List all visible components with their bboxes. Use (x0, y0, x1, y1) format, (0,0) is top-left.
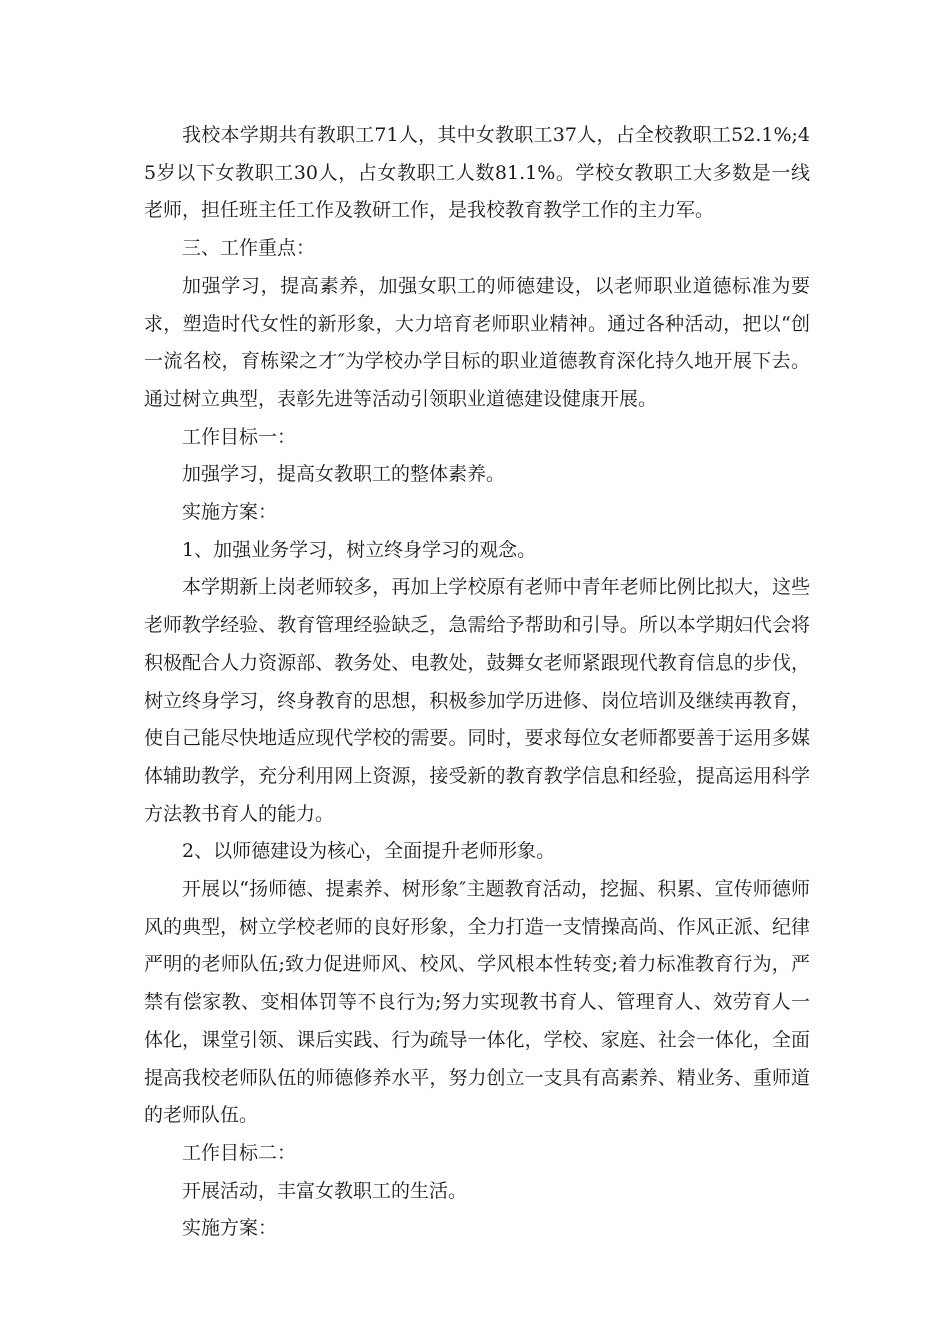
heading-item-one: 1、加强业务学习，树立终身学习的观念。 (182, 538, 537, 561)
heading-item-two: 2、以师德建设为核心，全面提升老师形象。 (182, 840, 556, 863)
document-body (144, 117, 810, 1248)
heading-work-focus: 三、工作重点： (182, 237, 316, 260)
heading-goal-two: 工作目标二： (182, 1141, 297, 1164)
paragraph-work-focus: 加强学习，提高素养，加强女职工的师德建设，以老师职业道德标准为要求，塑造时代女性的新形象，大力培育老师职业精神。通过各种活动，把以“创一流名校，育栋梁之才″为学校办学目标的职业道德教育深化持久地开展下去。通过树立典型，表彰先进等活动引领职业道德建设健康开展。 (144, 274, 810, 410)
heading-implementation-one: 实施方案： (182, 501, 278, 524)
paragraph-item-one: 本学期新上岗老师较多，再加上学校原有老师中青年老师比例比拟大，这些老师教学经验、教育管理经验缺乏，急需给予帮助和引导。所以本学期妇代会将积极配合人力资源部、教务处、电教处，鼓舞女老师紧跟现代教育信息的步伐，树立终身学习，终身教育的思想，积极参加学历进修、岗位培训及继续再教育，使自己能尽快地适应现代学校的需要。同时，要求每位女老师都要善于运用多媒体辅助教学，充分利用网上资源，接受新的教育教学信息和经验，提高运用科学方法教书育人的能力。 (144, 576, 810, 825)
paragraph-staff-statistics: 我校本学期共有教职工71人，其中女教职工37人，占全校教职工52.1%;45岁以下女教职工30人，占女教职工人数81.1%。学校女教职工大多数是一线老师，担任班主任工作及教研工作，是我校教育教学工作的主力军。 (144, 124, 810, 222)
paragraph-item-two: 开展以“扬师德、提素养、树形象″主题教育活动，挖掘、积累、宣传师德师风的典型，树立学校老师的良好形象，全力打造一支情操高尚、作风正派、纪律严明的老师队伍;致力促进师风、校风、学风根本性转变;着力标准教育行为，严禁有偿家教、变相体罚等不良行为;努力实现教书育人、管理育人、效劳育人一体化，课堂引领、课后实践、行为疏导一体化，学校、家庭、社会一体化，全面提高我校老师队伍的师德修养水平，努力创立一支具有高素养、精业务、重师道的老师队伍。 (144, 878, 810, 1127)
heading-implementation-two: 实施方案： (182, 1217, 278, 1240)
paragraph-goal-two: 开展活动，丰富女教职工的生活。 (182, 1179, 468, 1202)
heading-goal-one: 工作目标一： (182, 425, 297, 448)
paragraph-goal-one: 加强学习，提高女教职工的整体素养。 (182, 463, 506, 486)
